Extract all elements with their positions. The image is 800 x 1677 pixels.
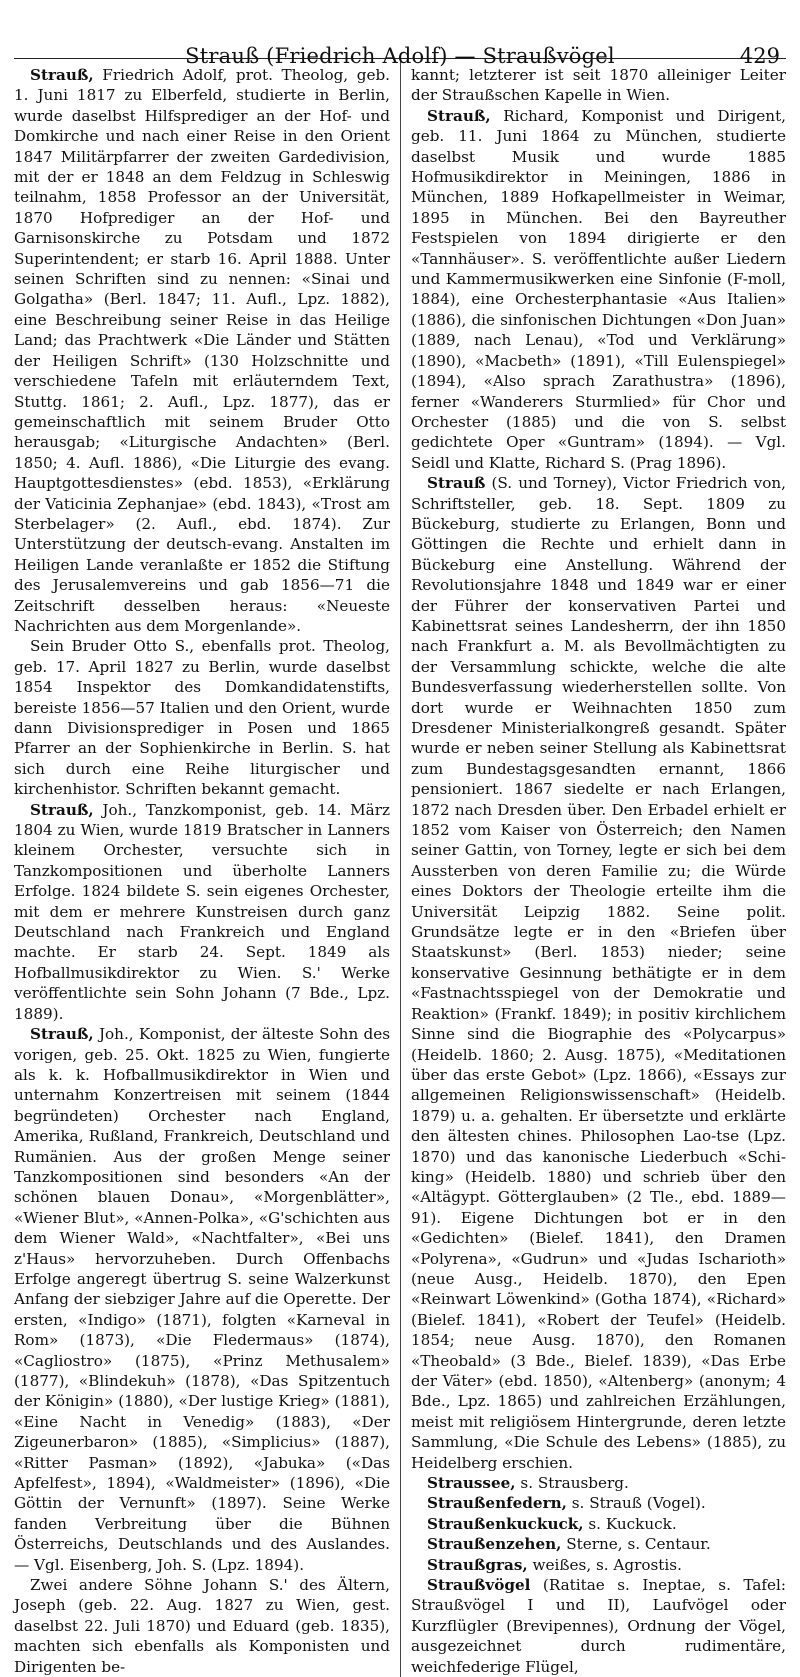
entry-straussee [411, 1473, 786, 1493]
headword-suffix: (S. und Torney), [485, 474, 618, 493]
entry-text: s. Strauß (Vogel). [566, 1494, 706, 1513]
entry-text: (Ratitae s. Ineptae, s. Tafel: Straußvögel I und II), Laufvögel oder Kurzflügler (Brevipennes), Ordnung der Vögel, ausgezeichnet durch rudimentäre, weichfederige Flügel, [411, 1576, 786, 1676]
two-column-body [14, 59, 786, 1677]
entry-straussvoegel [411, 1575, 786, 1677]
entry-strauss-joseph-eduard [14, 1575, 390, 1677]
entry-text: s. Strausberg. [515, 1474, 629, 1493]
right-column [400, 59, 786, 1677]
entry-strauss-johann-senior [14, 800, 390, 1024]
entry-strauss-johann-junior [14, 1024, 390, 1575]
entry-text: Joh., Tanzkomponist, geb. 14. März 1804 zu Wien, wurde 1819 Bratscher in Lanners kleinem Orchester, versuchte sich in Tanzkompositionen und überholte Lanners Erfolge. 1824 bildete S. sein eigenes Orchester, mit dem er mehrere Kunstreisen durch ganz Deutschland nach Frankreich und England machte. Er starb 24. Sept. 1849 als Hofballmusikdirektor zu Wien. S.' Werke veröffentlichte sein Sohn Johann (7 Bde., Lpz. 1889). [14, 800, 390, 1023]
entry-straussenfedern [411, 1493, 786, 1513]
headword: Strauß, [30, 1025, 94, 1044]
entry-straussgras [411, 1555, 786, 1575]
entry-text: Richard, Komponist und Dirigent, geb. 11. Juni 1864 zu München, studierte daselbst Musik und wurde 1885 Hofmusikdirektor in Meiningen, 1886 in München, 1889 Hofkapellmeister in Weimar, 1895 in München. Bei den Bayreuther Festspielen von 1894 dirigierte er den «Tannhäuser». S. veröffentlichte außer Liedern und Kammermusikwerken eine Sinfonie (F-moll, 1884), eine Orchesterphantasie «Aus Italien» (1886), die sinfonischen Dichtungen «Don Juan» (1889, nach Lenau), «Tod und Verklärung» (1890), «Macbeth» (1891), «Till Eulenspiegel» (1894), «Also sprach Zarathustra» (1896), ferner «Wanderers Sturmlied» für Chor und Orchester (1885) und die von S. selbst gedichtete Oper «Guntram» (1894). — Vgl. Seidl und Klatte, Richard S. (Prag 1896). [411, 106, 786, 472]
headword: Straußvögel [427, 1576, 531, 1595]
entry-text: s. Kuckuck. [583, 1514, 677, 1533]
entry-continuation [411, 65, 786, 106]
entry-text: Friedrich Adolf, prot. Theolog, geb. 1. Juni 1817 zu Elberfeld, studierte in Berlin, wurde daselbst Hilfsprediger an der Hof- und Domkirche und nach einer Reise in den Orient 1847 Militärpfarrer der zweiten Gardedivision, mit der er 1848 an dem Feldzug in Schleswig teilnahm, 1858 Professor an der Universität, 1870 Hofprediger an der Hof- und Garnisonskirche zu Potsdam und 1872 Superintendent; er starb 16. April 1888. Unter seinen Schriften sind zu nennen: «Sinai und Golgatha» (Berl. 1847; 11. Aufl., Lpz. 1882), eine Beschreibung seiner Reise in das Heilige Land; das Prachtwerk «Die Länder und Stätten der Heiligen Schrift» (130 Holzschnitte und verschiedene Tafeln mit erläuterndem Text, Stuttg. 1861; 2. Aufl., Lpz. 1877), das er gemeinschaftlich mit seinem Bruder Otto herausgab; «Liturgische Andachten» (Berl. 1850; 4. Aufl. 1886), «Die Liturgie des evang. Hauptgottesdienstes» (ebd. 1853), «Erklärung der Vaticinia Zephanjae» (ebd. 1843), «Trost am Sterbelager» (2. Aufl., ebd. 1874). Zur Unterstützung der deutsch-evang. Anstalten im Heiligen Lande veranlaßte er 1852 die Stiftung des Jerusalemvereins und gab 1856—71 die Zeitschrift desselben heraus: «Neueste Nachrichten aus dem Morgenlande». [14, 66, 390, 635]
entry-text: Sterne, s. Centaur. [561, 1535, 711, 1554]
entry-text: Zwei andere Söhne Johann S.' des Ältern, Joseph (geb. 22. Aug. 1827 zu Wien, gest. daselbst 22. Juli 1870) und Eduard (geb. 1835), machten sich ebenfalls als Komponisten und Dirigenten be- [14, 1576, 390, 1676]
running-title: Strauß (Friedrich Adolf) — Straußvögel [185, 44, 615, 68]
entry-strauss-friedrich-adolf [14, 65, 390, 636]
headword: Straußgras, [427, 1555, 528, 1574]
entry-text: weißes, s. Agrostis. [527, 1555, 682, 1574]
entry-text: Sein Bruder Otto S., ebenfalls prot. Theolog, geb. 17. April 1827 zu Berlin, wurde daselbst 1854 Inspektor des Domkandidatenstifts, bereiste 1856—57 Italien und den Orient, wurde dann Divisionsprediger in Posen und 1865 Pfarrer an der Sophienkirche in Berlin. S. hat sich durch eine Reihe liturgischer und kirchenhistor. Schriften bekannt gemacht. [14, 637, 390, 799]
headword: Straußenzehen, [427, 1535, 562, 1554]
entry-straussenzehen [411, 1534, 786, 1554]
page-number: 429 [739, 44, 780, 68]
entry-strauss-richard [411, 106, 786, 473]
headword: Strauß, [30, 800, 94, 819]
left-column [14, 59, 400, 1677]
entry-straussenkuckuck [411, 1514, 786, 1534]
entry-strauss-otto [14, 636, 390, 799]
entry-text: Victor Friedrich von, Schriftsteller, geb. 18. Sept. 1809 zu Bückeburg, studierte zu Erlangen, Bonn und Göttingen die Rechte und erhielt dann in Bückeburg eine Anstellung. Während der Revolutionsjahre 1848 und 1849 war er einer der Führer der konservativen Partei und Kabinettsrat seines Landesherrn, der ihn 1850 nach Frankfurt a. M. als Bevollmächtigten zu der Versammlung schickte, welche die alte Bundesverfassung wiederherstellen sollte. Von dort wurde er Weihnachten 1850 zum Dresdener Ministerialkongreß gesandt. Später wurde er neben seiner Stellung als Kabinettsrat zum Bundestagsgesandten ernannt, 1866 pensioniert. 1867 siedelte er nach Erlangen, 1872 nach Dresden über. Den Erbadel erhielt er 1852 vom Kaiser von Österreich; den Namen seiner Gattin, von Torney, legte er sich bei dem Aussterben von deren Familie zu; die Würde eines Doktors der Theologie erteilte ihm die Universität Leipzig 1882. Seine polit. Grundsätze legte er in den «Briefen über Staatskunst» (Berl. 1853) nieder; seine konservative Gesinnung bethätigte er in dem «Fastnachtsspiegel von der Demokratie und Reaktion» (Frankf. 1849); in positiv kirchlichem Sinne sind die Biographie des «Polycarpus» (Heidelb. 1860; 2. Ausg. 1875), «Meditationen über das erste Gebot» (Lpz. 1866), «Essays zur allgemeinen Religionswissenschaft» (Heidelb. 1879) u. a. gehalten. Er übersetzte und erklärte den ältesten chines. Philosophen Lao-tse (Lpz. 1870) und das kanonische Liederbuch «Schi-king» (Heidelb. 1880) und schrieb über den «Altägypt. Götterglauben» (2 Tle., ebd. 1889—91). Eigene Dichtungen bot er in den «Gedichten» (Bielef. 1841), den Dramen «Polyrena», «Gudrun» und «Judas Ischarioth» (neue Ausg., Heidelb. 1870), den Epen «Reinwart Löwenkind» (Gotha 1874), «Richard» (Bielef. 1841), «Robert der Teufel» (Heidelb. 1854; neue Ausg. 1870), den Romanen «Theobald» (3 Bde., Bielef. 1839), «Das Erbe der Väter» (ebd. 1850), «Altenberg» (anonym; 4 Bde., Lpz. 1865) und zahlreichen Erzählungen, meist mit religiösem Hintergrunde, deren letzte Sammlung, «Die Schule des Lebens» (1885), zu Heidelberg erschien. [411, 474, 786, 1472]
entry-strauss-victor-friedrich [411, 473, 786, 1473]
running-header [14, 0, 786, 68]
entry-text: Joh., Komponist, der älteste Sohn des vorigen, geb. 25. Okt. 1825 zu Wien, fungierte als k. k. Hofballmusikdirektor in Wien und unternahm Konzertreisen mit seinem (1844 begründeten) Orchester nach England, Amerika, Rußland, Frankreich, Deutschland und Rumänien. Aus der großen Menge seiner Tanzkompositionen sind besonders «An der schönen blauen Donau», «Morgenblätter», «Wiener Blut», «Annen-Polka», «G'schichten aus dem Wiener Wald», «Nachtfalter», «Bei uns z'Haus» hervorzuheben. Durch Offenbachs Erfolge angeregt übertrug S. seine Walzerkunst Anfang der siebziger Jahre auf die Operette. Der ersten, «Indigo» (1871), folgten «Karneval in Rom» (1873), «Die Fledermaus» (1874), «Cagliostro» (1875), «Prinz Methusalem» (1877), «Blindekuh» (1878), «Das Spitzentuch der Königin» (1880), «Der lustige Krieg» (1881), «Eine Nacht in Venedig» (1883), «Der Zigeunerbaron» (1885), «Simplicius» (1887), «Ritter Pasman» (1892), «Jabuka» («Das Apfelfest», 1894), «Waldmeister» (1896), «Die Göttin der Vernunft» (1897). Seine Werke fanden Verbreitung über die Bühnen Österreichs, Deutschlands und des Auslandes. — Vgl. Eisenberg, Joh. S. (Lpz. 1894). [14, 1025, 390, 1574]
entry-text: kannt; letzterer ist seit 1870 alleiniger Leiter der Straußschen Kapelle in Wien. [411, 66, 786, 105]
headword: Strauß [427, 474, 486, 493]
headword: Straußenfedern, [427, 1494, 567, 1513]
headword: Straußenkuckuck, [427, 1514, 584, 1533]
headword: Strauß, [30, 66, 94, 84]
headword: Straussee, [427, 1474, 516, 1493]
headword: Strauß, [427, 106, 491, 125]
